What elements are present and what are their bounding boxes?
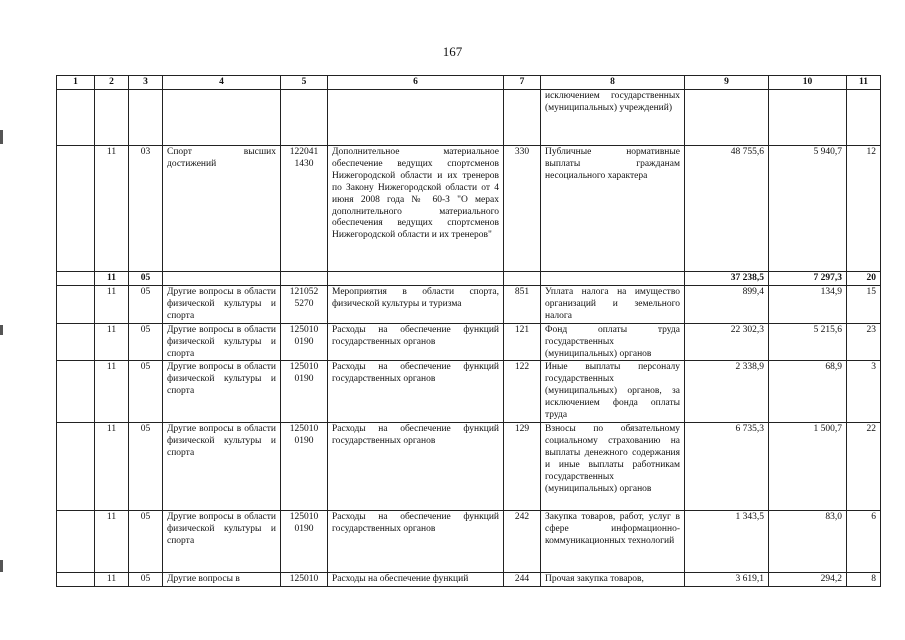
table-row [57,573,881,587]
cell-col-1 [57,90,95,146]
cell-col-8: исключением государственных (муниципальных) учреждений) [541,90,685,146]
cell-col-10: 294,2 [769,573,847,587]
cell-col-10: 7 297,3 [769,272,847,286]
cell-col-10: 68,9 [769,361,847,423]
cell-col-4 [163,272,281,286]
cell-col-8 [541,272,685,286]
cell-col-1 [57,573,95,587]
cell-col-2: 11 [95,361,129,423]
cell-col-3: 05 [129,511,163,573]
cell-col-5: 125010 0190 [281,511,328,573]
cell-col-4: Другие вопросы в области физической культуры и спорта [163,361,281,423]
cell-col-4: Другие вопросы в области физической культуры и спорта [163,511,281,573]
cell-col-2: 11 [95,573,129,587]
cell-col-3: 05 [129,286,163,324]
column-header-1: 1 [57,76,95,90]
table-body [57,90,881,587]
column-header-7: 7 [504,76,541,90]
cell-col-1 [57,286,95,324]
cell-col-9: 48 755,6 [685,146,769,272]
scan-edge-mark [0,560,3,572]
cell-col-7: 121 [504,323,541,361]
cell-col-3: 05 [129,272,163,286]
cell-col-8: Фонд оплаты труда государственных (муниципальных) органов [541,323,685,361]
cell-col-5 [281,272,328,286]
cell-col-4: Спорт высших достижений [163,146,281,272]
cell-col-7: 330 [504,146,541,272]
cell-col-8: Иные выплаты персоналу государственных (муниципальных) органов, за исключением фонда оплаты труда [541,361,685,423]
cell-col-9: 1 343,5 [685,511,769,573]
cell-col-7: 129 [504,423,541,511]
cell-col-9: 22 302,3 [685,323,769,361]
cell-col-8: Взносы по обязательному социальному страхованию на выплаты денежного содержания и иные выплаты работникам государственных (муниципальных) органов [541,423,685,511]
cell-col-7: 851 [504,286,541,324]
cell-col-5: 125010 0190 [281,323,328,361]
cell-col-2 [95,90,129,146]
page-number: 167 [442,44,463,59]
cell-col-8: Прочая закупка товаров, [541,573,685,587]
cell-col-11: 12 [847,146,881,272]
cell-col-6: Расходы на обеспечение функций государственных органов [328,423,504,511]
table-row [57,146,881,272]
cell-col-6 [328,272,504,286]
column-header-5: 5 [281,76,328,90]
cell-col-10: 5 940,7 [769,146,847,272]
cell-col-6: Мероприятия в области спорта, физической культуры и туризма [328,286,504,324]
cell-col-4: Другие вопросы в области физической культуры и спорта [163,423,281,511]
cell-col-1 [57,146,95,272]
cell-col-2: 11 [95,146,129,272]
cell-col-10: 1 500,7 [769,423,847,511]
cell-col-7 [504,90,541,146]
cell-col-8: Публичные нормативные выплаты гражданам несоциального характера [541,146,685,272]
table-row [57,323,881,361]
cell-col-1 [57,272,95,286]
cell-col-2: 11 [95,286,129,324]
cell-col-3: 05 [129,361,163,423]
cell-col-3: 05 [129,423,163,511]
column-header-6: 6 [328,76,504,90]
cell-col-2: 11 [95,423,129,511]
cell-col-9: 37 238,5 [685,272,769,286]
cell-col-9 [685,90,769,146]
cell-col-1 [57,423,95,511]
scan-edge-mark [0,130,3,144]
budget-table [56,75,881,587]
table-row [57,286,881,324]
cell-col-10: 134,9 [769,286,847,324]
cell-col-10: 83,0 [769,511,847,573]
column-header-11: 11 [847,76,881,90]
column-header-3: 3 [129,76,163,90]
cell-col-9: 6 735,3 [685,423,769,511]
cell-col-4 [163,90,281,146]
cell-col-3 [129,90,163,146]
table-total-row [57,272,881,286]
table-row [57,423,881,511]
cell-col-9: 3 619,1 [685,573,769,587]
cell-col-6: Расходы на обеспечение функций государственных органов [328,511,504,573]
cell-col-11: 6 [847,511,881,573]
cell-col-3: 05 [129,573,163,587]
cell-col-1 [57,323,95,361]
cell-col-7: 244 [504,573,541,587]
table-header-row [57,76,881,90]
cell-col-6: Дополнительное материальное обеспечение ведущих спортсменов Нижегородской области и их тренеров по Закону Нижегородской области от 4 июня 2008 года № 60-З "О мерах дополнительного материального обеспечения ведущих спортсменов Нижегородской области и их тренеров" [328,146,504,272]
cell-col-7: 122 [504,361,541,423]
cell-col-6: Расходы на обеспечение функций [328,573,504,587]
cell-col-11: 8 [847,573,881,587]
cell-col-11: 15 [847,286,881,324]
table-row [57,511,881,573]
cell-col-3: 05 [129,323,163,361]
cell-col-11: 3 [847,361,881,423]
cell-col-4: Другие вопросы в [163,573,281,587]
cell-col-11: 23 [847,323,881,361]
cell-col-5: 125010 [281,573,328,587]
scan-edge-mark [0,325,3,335]
cell-col-5: 125010 0190 [281,423,328,511]
cell-col-1 [57,361,95,423]
cell-col-5: 121052 5270 [281,286,328,324]
column-header-9: 9 [685,76,769,90]
cell-col-7: 242 [504,511,541,573]
cell-col-10 [769,90,847,146]
cell-col-9: 2 338,9 [685,361,769,423]
column-header-8: 8 [541,76,685,90]
cell-col-4: Другие вопросы в области физической культуры и спорта [163,323,281,361]
cell-col-5: 122041 1430 [281,146,328,272]
table-row [57,90,881,146]
cell-col-2: 11 [95,272,129,286]
cell-col-11: 22 [847,423,881,511]
cell-col-8: Уплата налога на имущество организаций и земельного налога [541,286,685,324]
cell-col-5 [281,90,328,146]
cell-col-11 [847,90,881,146]
cell-col-7 [504,272,541,286]
cell-col-4: Другие вопросы в области физической культуры и спорта [163,286,281,324]
cell-col-9: 899,4 [685,286,769,324]
cell-col-6 [328,90,504,146]
cell-col-3: 03 [129,146,163,272]
cell-col-6: Расходы на обеспечение функций государственных органов [328,323,504,361]
cell-col-5: 125010 0190 [281,361,328,423]
cell-col-2: 11 [95,323,129,361]
cell-col-1 [57,511,95,573]
cell-col-8: Закупка товаров, работ, услуг в сфере информационно-коммуникационных технологий [541,511,685,573]
column-header-2: 2 [95,76,129,90]
cell-col-2: 11 [95,511,129,573]
column-header-10: 10 [769,76,847,90]
column-header-4: 4 [163,76,281,90]
cell-col-10: 5 215,6 [769,323,847,361]
table-row [57,361,881,423]
cell-col-6: Расходы на обеспечение функций государственных органов [328,361,504,423]
cell-col-11: 20 [847,272,881,286]
